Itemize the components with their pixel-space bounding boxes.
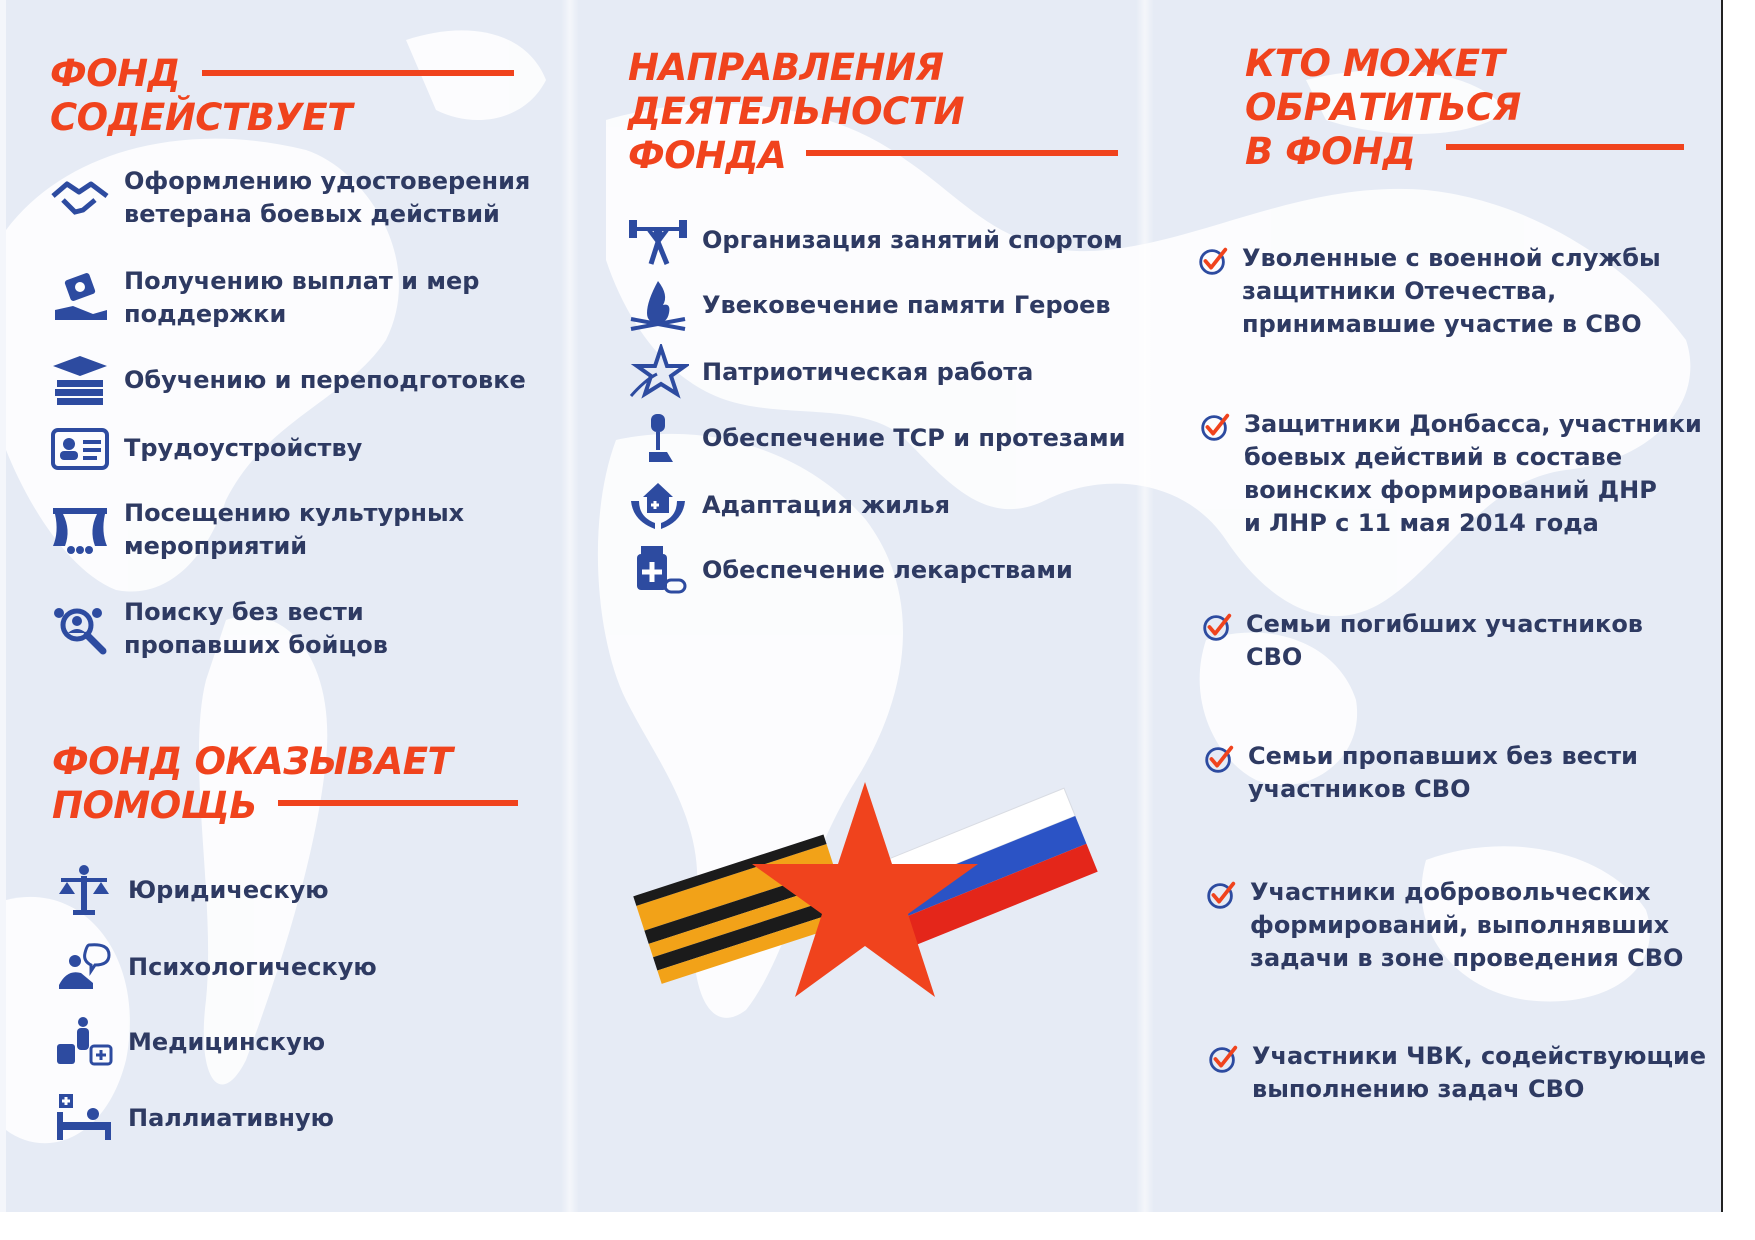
list-item-label bbox=[694, 489, 950, 522]
label-line: Организация занятий спортом bbox=[702, 225, 1123, 254]
eligible-item bbox=[1206, 1040, 1706, 1106]
medical-icon bbox=[53, 1014, 115, 1070]
heading-line: В ФОНД bbox=[1245, 130, 1416, 173]
house-hands-icon bbox=[622, 475, 694, 535]
label-line: Уволенные с военной службы bbox=[1242, 244, 1661, 272]
hospital-bed-icon bbox=[53, 1090, 115, 1146]
label-line: Адаптация жилья bbox=[702, 490, 951, 519]
heading-line: КТО МОЖЕТ bbox=[1245, 42, 1505, 85]
label-line: Получению выплат и мер bbox=[124, 267, 480, 295]
list-item bbox=[622, 275, 1111, 335]
checkmark-icon bbox=[1198, 410, 1234, 446]
heading-rule bbox=[1446, 144, 1684, 150]
heading-line: ДЕЯТЕЛЬНОСТИ bbox=[628, 90, 964, 133]
list-item-label bbox=[120, 1026, 325, 1059]
star-ribbons-emblem bbox=[630, 752, 1100, 1052]
label-line: поддержки bbox=[124, 300, 287, 328]
label-line: участников СВО bbox=[1248, 775, 1471, 803]
list-item-label bbox=[120, 1102, 334, 1135]
list-item bbox=[44, 350, 526, 410]
heading-line: ПОМОЩЬ bbox=[52, 784, 257, 827]
list-item-label bbox=[694, 289, 1111, 322]
justice-icon bbox=[48, 860, 120, 920]
label-line: Посещению культурных bbox=[124, 499, 465, 527]
section-heading-directions bbox=[628, 46, 964, 178]
eligible-label bbox=[1232, 242, 1661, 341]
heading-line: ОБРАТИТЬСЯ bbox=[1245, 86, 1521, 129]
list-item bbox=[44, 165, 530, 231]
list-item bbox=[44, 418, 362, 478]
list-item-label bbox=[694, 422, 1125, 455]
money-hand-icon bbox=[49, 270, 111, 326]
people-search-icon bbox=[49, 601, 111, 657]
heading-line: ФОНД bbox=[50, 52, 181, 95]
prosthesis-icon bbox=[627, 410, 689, 466]
checkmark-icon bbox=[1202, 742, 1238, 778]
checkmark-icon bbox=[1202, 742, 1236, 776]
graduation-books-icon bbox=[44, 350, 116, 410]
section-heading-help bbox=[52, 740, 452, 828]
heading-rule bbox=[202, 70, 514, 76]
heading-line: ФОНДА bbox=[628, 134, 787, 177]
list-item bbox=[622, 540, 1073, 600]
label-line: Участники ЧВК, содействующие bbox=[1252, 1042, 1707, 1070]
eternal-flame-icon bbox=[622, 275, 694, 335]
eligible-label bbox=[1236, 608, 1643, 674]
section-heading-eligible bbox=[1245, 42, 1521, 174]
label-line: Оформлению удостоверения bbox=[124, 167, 531, 195]
label-line: Увековечение памяти Героев bbox=[702, 290, 1111, 319]
label-line: боевых действий в составе bbox=[1244, 443, 1623, 471]
list-item-label bbox=[116, 364, 526, 397]
eligible-item bbox=[1204, 876, 1683, 975]
list-item-label bbox=[116, 497, 464, 563]
list-item bbox=[44, 497, 464, 563]
label-line: Юридическую bbox=[128, 875, 329, 904]
scan-margin-bottom bbox=[0, 1212, 1755, 1240]
list-item-label bbox=[116, 596, 388, 662]
fold-line bbox=[561, 0, 579, 1212]
money-hand-icon bbox=[44, 268, 116, 328]
label-line: Трудоустройству bbox=[124, 433, 363, 462]
label-line: Паллиативную bbox=[128, 1103, 334, 1132]
checkmark-icon bbox=[1198, 410, 1232, 444]
list-item bbox=[622, 475, 950, 535]
checkmark-icon bbox=[1204, 878, 1240, 914]
label-line: СВО bbox=[1246, 643, 1303, 671]
label-line: воинских формирований ДНР bbox=[1244, 476, 1657, 504]
star-icon bbox=[627, 344, 689, 400]
heading-rule bbox=[806, 150, 1118, 156]
label-line: Обеспечение лекарствами bbox=[702, 555, 1073, 584]
list-item-label bbox=[120, 874, 329, 907]
label-line: Обеспечение ТСР и протезами bbox=[702, 423, 1126, 452]
list-item bbox=[622, 408, 1125, 468]
list-item-label bbox=[694, 356, 1033, 389]
label-line: формирований, выполнявших bbox=[1250, 911, 1670, 939]
theatre-icon bbox=[44, 500, 116, 560]
label-line: задачи в зоне проведения СВО bbox=[1250, 944, 1684, 972]
list-item bbox=[44, 265, 479, 331]
handshake-icon bbox=[49, 170, 111, 226]
label-line: Медицинскую bbox=[128, 1027, 326, 1056]
label-line: Патриотическая работа bbox=[702, 357, 1034, 386]
checkmark-icon bbox=[1204, 878, 1238, 912]
heading-rule bbox=[278, 800, 518, 806]
list-item bbox=[44, 596, 388, 662]
heading-line: СОДЕЙСТВУЕТ bbox=[50, 96, 352, 139]
medical-icon bbox=[48, 1012, 120, 1072]
theatre-icon bbox=[49, 502, 111, 558]
label-line: защитники Отечества, bbox=[1242, 277, 1557, 305]
weightlifter-icon bbox=[627, 212, 689, 268]
medicine-icon bbox=[627, 542, 689, 598]
label-line: Поиску без вести bbox=[124, 598, 364, 626]
fold-line bbox=[1136, 0, 1154, 1212]
heading-line: НАПРАВЛЕНИЯ bbox=[628, 46, 944, 89]
label-line: ветерана боевых действий bbox=[124, 200, 500, 228]
prosthesis-icon bbox=[622, 408, 694, 468]
heading-line: ФОНД ОКАЗЫВАЕТ bbox=[52, 740, 453, 783]
list-item bbox=[48, 937, 377, 997]
medicine-icon bbox=[622, 540, 694, 600]
handshake-icon bbox=[44, 168, 116, 228]
label-line: Психологическую bbox=[128, 952, 377, 981]
justice-icon bbox=[53, 862, 115, 918]
checkmark-icon bbox=[1200, 610, 1236, 646]
label-line: и ЛНР с 11 мая 2014 года bbox=[1244, 509, 1599, 537]
checkmark-icon bbox=[1200, 610, 1234, 644]
list-item bbox=[622, 210, 1123, 270]
hospital-bed-icon bbox=[48, 1088, 120, 1148]
list-item bbox=[48, 1012, 325, 1072]
list-item-label bbox=[116, 165, 530, 231]
scan-margin-right bbox=[1721, 0, 1755, 1212]
eligible-label bbox=[1240, 876, 1683, 975]
list-item bbox=[48, 860, 329, 920]
house-hands-icon bbox=[627, 477, 689, 533]
checkmark-icon bbox=[1196, 244, 1232, 280]
people-search-icon bbox=[44, 599, 116, 659]
list-item-label bbox=[694, 554, 1073, 587]
eligible-item bbox=[1200, 608, 1643, 674]
checkmark-icon bbox=[1196, 244, 1230, 278]
label-line: Участники добровольческих bbox=[1250, 878, 1651, 906]
eligible-label bbox=[1242, 1040, 1706, 1106]
psychology-icon bbox=[48, 937, 120, 997]
eligible-label bbox=[1234, 408, 1702, 540]
eternal-flame-icon bbox=[627, 277, 689, 333]
list-item-label bbox=[116, 432, 362, 465]
eligible-item bbox=[1202, 740, 1638, 806]
list-item bbox=[622, 342, 1033, 402]
list-item bbox=[48, 1088, 334, 1148]
list-item-label bbox=[694, 224, 1123, 257]
label-line: пропавших бойцов bbox=[124, 631, 388, 659]
eligible-item bbox=[1196, 242, 1661, 341]
label-line: принимавшие участие в СВО bbox=[1242, 310, 1642, 338]
eligible-item bbox=[1198, 408, 1702, 540]
label-line: Защитники Донбасса, участники bbox=[1244, 410, 1702, 438]
section-heading-assists bbox=[50, 52, 352, 140]
label-line: выполнению задач СВО bbox=[1252, 1075, 1585, 1103]
graduation-books-icon bbox=[49, 352, 111, 408]
checkmark-icon bbox=[1206, 1042, 1242, 1078]
label-line: Семьи пропавших без вести bbox=[1248, 742, 1638, 770]
list-item-label bbox=[116, 265, 479, 331]
weightlifter-icon bbox=[622, 210, 694, 270]
id-card-icon bbox=[44, 418, 116, 478]
eligible-label bbox=[1238, 740, 1638, 806]
label-line: Обучению и переподготовке bbox=[124, 365, 526, 394]
label-line: Семьи погибших участников bbox=[1246, 610, 1643, 638]
label-line: мероприятий bbox=[124, 532, 308, 560]
checkmark-icon bbox=[1206, 1042, 1240, 1076]
psychology-icon bbox=[53, 939, 115, 995]
star-icon bbox=[622, 342, 694, 402]
list-item-label bbox=[120, 951, 377, 984]
id-card-icon bbox=[49, 420, 111, 476]
